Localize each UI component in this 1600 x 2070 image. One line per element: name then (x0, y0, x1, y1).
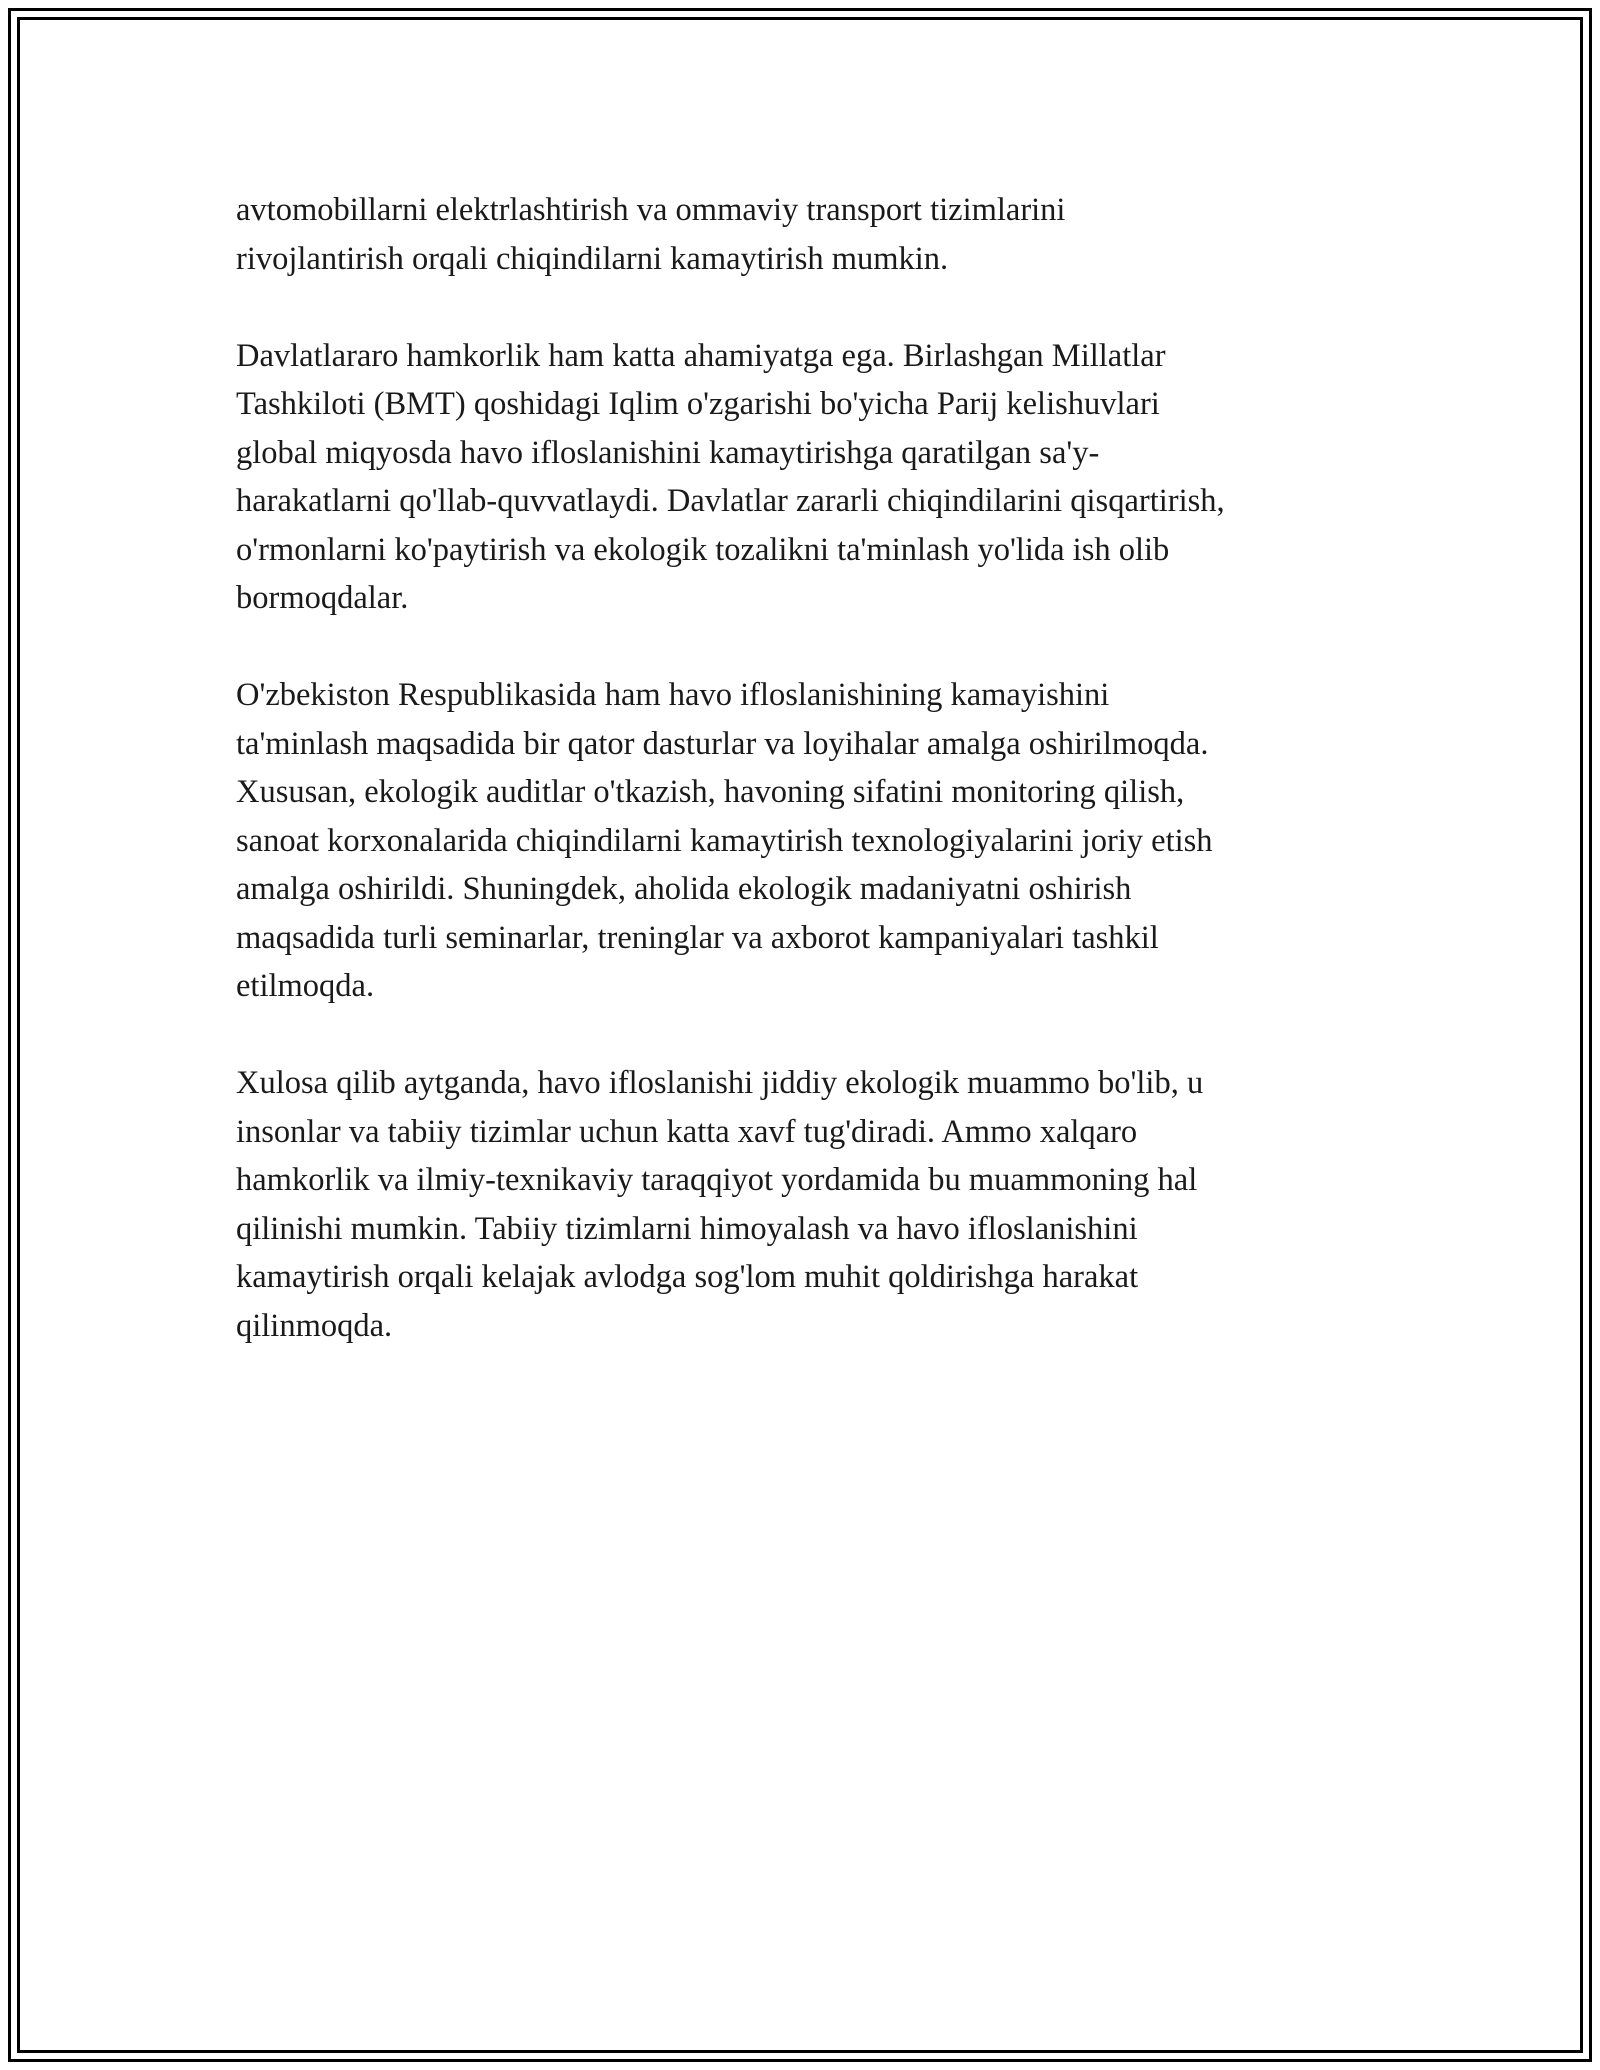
text-line: avtomobillarni elektrlashtirish va ommaviy transport tizimlarini (236, 192, 1066, 228)
text-line: ta'minlash maqsadida bir qator dasturlar va loyihalar amalga oshirilmoqda. (236, 725, 1209, 762)
text-line: qilinmoqda. (236, 1307, 393, 1344)
paragraph-3 (236, 671, 1366, 1011)
text-line: hamkorlik va ilmiy-texnikaviy taraqqiyot yordamida bu muammoning hal (236, 1162, 1198, 1198)
text-line: maqsadida turli seminarlar, treninglar va axborot kampaniyalari tashkil (236, 919, 1159, 956)
paragraph-1 (236, 186, 1366, 283)
text-line: kamaytirish orqali kelajak avlodga sog'lom muhit qoldirishga harakat (236, 1259, 1139, 1295)
text-line: o'rmonlarni ko'paytirish va ekologik tozalikni ta'minlash yo'lida ish olib (236, 531, 1170, 568)
text-line: qilinishi mumkin. Tabiiy tizimlarni himoyalash va havo ifloslanishini (236, 1210, 1138, 1247)
text-line: amalga oshirildi. Shuningdek, aholida ekologik madaniyatni oshirish (236, 871, 1132, 907)
text-line: Xulosa qilib aytganda, havo ifloslanishi jiddiy ekologik muammo bo'lib, u (236, 1065, 1204, 1101)
document-body (236, 186, 1366, 1350)
text-line: Xususan, ekologik auditlar o'tkazish, havoning sifatini monitoring qilish, (236, 774, 1185, 810)
text-line: O'zbekiston Respublikasida ham havo ifloslanishining kamayishini (236, 677, 1110, 713)
text-line: insonlar va tabiiy tizimlar uchun katta xavf tug'diradi. Ammo xalqaro (236, 1113, 1138, 1150)
text-line: Davlatlararo hamkorlik ham katta ahamiyatga ega. Birlashgan Millatlar (236, 337, 1166, 374)
paragraph-4 (236, 1059, 1366, 1350)
text-line: etilmoqda. (236, 968, 375, 1004)
text-line: harakatlarni qo'llab-quvvatlaydi. Davlatlar zararli chiqindilarini qisqartirish, (236, 483, 1225, 519)
text-line: Tashkiloti (BMT) qoshidagi Iqlim o'zgarishi bo'yicha Parij kelishuvlari (236, 386, 1160, 422)
text-line: rivojlantirish orqali chiqindilarni kamaytirish mumkin. (236, 240, 949, 277)
paragraph-2 (236, 332, 1366, 623)
text-line: bormoqdalar. (236, 580, 409, 616)
text-line: global miqyosda havo ifloslanishini kamaytirishga qaratilgan sa'y- (236, 434, 1100, 471)
text-line: sanoat korxonalarida chiqindilarni kamaytirish texnologiyalarini joriy etish (236, 822, 1213, 859)
